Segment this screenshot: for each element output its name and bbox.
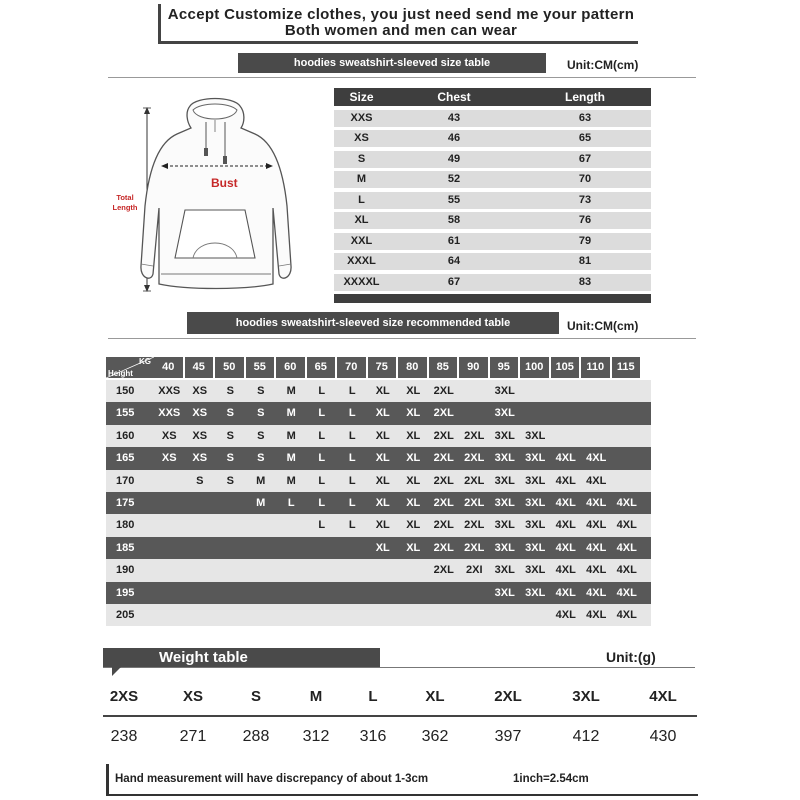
size-cell: L: [287, 496, 295, 509]
size-cell: 2XI: [465, 564, 483, 577]
size-cell: [337, 582, 368, 604]
size-cell: [215, 537, 246, 559]
size-table-row: [334, 130, 651, 147]
size-cell: 2XL: [433, 452, 454, 465]
size-cell: M: [256, 496, 266, 509]
size-cell: [307, 604, 338, 626]
weight-value: 397: [494, 728, 522, 745]
size-cell: 2XL: [433, 519, 454, 532]
size-cell: [612, 470, 643, 492]
size-cell: XL: [375, 541, 390, 554]
weight-table-divider: [103, 715, 697, 717]
size-cell: L: [318, 429, 326, 442]
size-cell: XS: [192, 429, 208, 442]
size-cell: [368, 559, 399, 581]
size-table-row: [334, 171, 651, 188]
size-cell: L: [318, 519, 326, 532]
size-cell: [154, 582, 185, 604]
size-cell: XS: [354, 132, 369, 144]
size-cell: XXL: [350, 234, 373, 247]
size-cell: [185, 582, 216, 604]
hoodie-diagram: [105, 88, 330, 298]
size-cell: L: [348, 519, 356, 532]
length-cell: 76: [578, 214, 592, 226]
divider: [108, 77, 696, 78]
chest-cell: 55: [447, 193, 461, 206]
size-cell: 4XL: [586, 608, 607, 621]
size-cell: [398, 604, 429, 626]
size-cell: S: [257, 385, 265, 397]
weight-size-label: 2XS: [109, 688, 139, 705]
chest-cell: 46: [447, 132, 461, 144]
size-cell: L: [348, 452, 356, 465]
size-table-row: [334, 151, 651, 168]
size-cell: 4XL: [555, 586, 576, 599]
weight-value: 412: [572, 728, 600, 745]
height-cell: 205: [116, 608, 135, 621]
footer-note-box: [106, 764, 698, 796]
size-cell: 2XL: [433, 541, 454, 554]
size-cell: [246, 537, 277, 559]
weight-column-header: 110: [581, 357, 610, 378]
chest-cell: 52: [447, 173, 461, 185]
corner-height-label: Height: [108, 369, 133, 378]
size-cell: [551, 402, 582, 424]
size-cell: [581, 380, 612, 402]
weight-column-header: 100: [520, 357, 549, 378]
size-cell: 3XL: [494, 452, 515, 465]
size-cell: XS: [192, 407, 208, 420]
size-cell: [185, 537, 216, 559]
length-cell: 65: [578, 132, 592, 144]
size-cell: [154, 514, 185, 536]
size-cell: [337, 604, 368, 626]
size-cell: [612, 380, 643, 402]
size-cell: [154, 537, 185, 559]
size-cell: 3XL: [525, 541, 546, 554]
weight-value: 271: [179, 728, 207, 745]
weight-value: 430: [649, 728, 677, 745]
size-cell: 2XL: [433, 496, 454, 509]
size-cell: [185, 492, 216, 514]
size-cell: [307, 537, 338, 559]
size-cell: 4XL: [555, 452, 576, 465]
corner-cell: [106, 357, 154, 378]
size-cell: 2XL: [464, 452, 485, 465]
height-cell: 170: [116, 474, 135, 487]
size-cell: XS: [161, 452, 177, 465]
size-table-row: [334, 110, 651, 127]
weight-size-label: L: [368, 688, 378, 705]
size-cell: [276, 537, 307, 559]
size-cell: S: [257, 452, 265, 465]
size-cell: S: [196, 474, 204, 487]
size-cell: XL: [406, 474, 421, 487]
divider: [103, 667, 695, 668]
weight-column-header: 95: [490, 357, 519, 378]
size-cell: XL: [406, 452, 421, 465]
height-cell: 160: [116, 429, 135, 442]
height-cell: 165: [116, 452, 135, 465]
weight-column-header: 80: [398, 357, 427, 378]
size-cell: XS: [192, 385, 208, 397]
size-cell: XL: [375, 452, 390, 465]
chest-cell: 64: [447, 255, 461, 267]
size-cell: [368, 582, 399, 604]
size-cell: [520, 380, 551, 402]
recommend-table-row: [106, 604, 651, 626]
size-cell: 2XL: [464, 496, 485, 509]
weight-value: 362: [421, 728, 449, 745]
size-cell: [429, 582, 460, 604]
column-header: Length: [565, 90, 605, 104]
banner-tab-decoration: [112, 667, 121, 676]
height-cell: 175: [116, 496, 135, 509]
size-cell: [398, 559, 429, 581]
size-cell: 3XL: [494, 586, 515, 599]
size-cell: 4XL: [586, 496, 607, 509]
size-cell: [551, 380, 582, 402]
size-cell: 2XL: [464, 474, 485, 487]
size-cell: [520, 604, 551, 626]
size-table-row: [334, 233, 651, 250]
size-cell: S: [257, 407, 265, 420]
size-cell: 3XL: [494, 496, 515, 509]
size-cell: 4XL: [586, 564, 607, 577]
size-cell: 2XL: [464, 541, 485, 554]
size-cell: S: [226, 452, 234, 465]
chest-cell: 58: [447, 214, 461, 226]
size-cell: 3XL: [525, 586, 546, 599]
recommend-table-row: [106, 492, 651, 514]
recommend-table-row: [106, 380, 651, 402]
recommend-table: [106, 357, 651, 626]
size-cell: 4XL: [616, 519, 637, 532]
size-cell: 3XL: [525, 474, 546, 487]
size-cell: [581, 425, 612, 447]
size-cell: XXXL: [347, 255, 376, 267]
size-cell: [459, 402, 490, 424]
size-cell: [307, 559, 338, 581]
recommend-table-row: [106, 582, 651, 604]
length-cell: 67: [578, 152, 592, 165]
chest-cell: 67: [447, 275, 461, 288]
size-cell: 4XL: [586, 519, 607, 532]
weight-column-header: 105: [551, 357, 580, 378]
size-table-unit: Unit:CM(cm): [567, 58, 639, 72]
size-cell: [185, 514, 216, 536]
size-cell: M: [286, 385, 296, 397]
weight-table-title: Weight table: [103, 648, 380, 668]
size-cell: XL: [375, 474, 390, 487]
size-cell: XL: [375, 496, 390, 509]
size-cell: [459, 604, 490, 626]
size-cell: XL: [406, 496, 421, 509]
corner-kg-label: KG: [139, 357, 151, 366]
size-cell: [612, 447, 643, 469]
size-cell: S: [226, 429, 234, 442]
size-cell: L: [318, 496, 326, 509]
length-cell: 81: [578, 255, 592, 267]
size-cell: L: [348, 385, 356, 397]
size-cell: XL: [406, 541, 421, 554]
header-line-1: Accept Customize clothes, you just need send me your pattern: [167, 6, 635, 23]
weight-column-header: 40: [154, 357, 183, 378]
size-cell: [185, 604, 216, 626]
size-table-row: [334, 274, 651, 291]
size-cell: XL: [375, 407, 390, 420]
total-length-label: Total Length: [112, 193, 138, 212]
size-cell: [276, 514, 307, 536]
size-cell: [246, 514, 277, 536]
size-cell: L: [348, 496, 356, 509]
size-cell: [246, 604, 277, 626]
size-cell: L: [318, 474, 326, 487]
height-cell: 190: [116, 564, 135, 577]
weight-value: 316: [359, 728, 387, 745]
recommend-table-row: [106, 425, 651, 447]
size-cell: [154, 604, 185, 626]
weight-column-header: 70: [337, 357, 366, 378]
size-cell: L: [318, 385, 326, 397]
size-cell: [612, 425, 643, 447]
weight-column-header: 75: [368, 357, 397, 378]
size-cell: [520, 402, 551, 424]
size-cell: S: [257, 429, 265, 442]
size-cell: [337, 537, 368, 559]
size-table-title: hoodies sweatshirt-sleeved size table: [238, 53, 546, 73]
size-cell: 3XL: [494, 519, 515, 532]
size-cell: 4XL: [586, 541, 607, 554]
size-cell: 3XL: [494, 429, 515, 442]
weight-size-label: 2XL: [494, 688, 522, 705]
size-cell: 4XL: [586, 474, 607, 487]
weight-size-label: 3XL: [572, 688, 600, 705]
length-cell: 63: [578, 111, 592, 124]
size-cell: 4XL: [555, 564, 576, 577]
size-cell: [276, 582, 307, 604]
size-cell: XXS: [350, 111, 373, 124]
size-cell: S: [226, 474, 234, 487]
size-cell: 3XL: [525, 496, 546, 509]
bust-label: Bust: [211, 176, 238, 190]
size-cell: 3XL: [494, 541, 515, 554]
recommend-table-row: [106, 559, 651, 581]
size-cell: XL: [406, 385, 421, 397]
weight-size-label: S: [250, 688, 261, 705]
weight-size-label: XL: [425, 688, 445, 705]
measurement-note: Hand measurement will have discrepancy of about 1-3cm: [115, 773, 429, 785]
size-cell: 3XL: [494, 564, 515, 577]
recommend-table-row: [106, 402, 651, 424]
size-cell: 2XL: [433, 385, 454, 397]
size-cell: [185, 559, 216, 581]
size-cell: 2XL: [433, 429, 454, 442]
column-header: Size: [349, 90, 374, 104]
size-cell: XL: [406, 519, 421, 532]
size-cell: [215, 492, 246, 514]
height-cell: 195: [116, 586, 135, 599]
size-cell: [307, 582, 338, 604]
weight-size-label: XS: [182, 688, 203, 705]
height-cell: 180: [116, 519, 135, 532]
size-cell: 4XL: [616, 608, 637, 621]
size-cell: 3XL: [494, 474, 515, 487]
weight-column-header: 65: [307, 357, 336, 378]
height-cell: 185: [116, 541, 135, 554]
size-cell: [215, 559, 246, 581]
size-cell: [246, 559, 277, 581]
size-table: [334, 88, 651, 303]
size-cell: XL: [406, 429, 421, 442]
size-cell: 4XL: [586, 452, 607, 465]
weight-value: 312: [302, 728, 330, 745]
size-cell: S: [226, 385, 234, 397]
size-cell: [215, 582, 246, 604]
size-cell: [581, 402, 612, 424]
recommend-table-title: hoodies sweatshirt-sleeved size recommended table: [187, 312, 559, 334]
size-cell: L: [348, 407, 356, 420]
size-cell: 2XL: [433, 474, 454, 487]
size-cell: [459, 582, 490, 604]
chest-cell: 49: [447, 152, 461, 165]
size-cell: [368, 604, 399, 626]
size-cell: XS: [161, 429, 177, 442]
size-cell: [612, 402, 643, 424]
size-cell: M: [286, 429, 296, 442]
recommend-table-row: [106, 447, 651, 469]
size-cell: XXS: [158, 385, 181, 397]
size-cell: 2XL: [464, 429, 485, 442]
weight-column-header: 50: [215, 357, 244, 378]
size-cell: 3XL: [525, 429, 546, 442]
height-cell: 150: [116, 385, 135, 397]
size-cell: 2XL: [433, 407, 454, 420]
size-cell: 4XL: [616, 496, 637, 509]
size-cell: [551, 425, 582, 447]
size-cell: S: [357, 152, 366, 165]
recommend-table-row: [106, 470, 651, 492]
size-cell: 4XL: [555, 474, 576, 487]
size-cell: L: [318, 452, 326, 465]
size-cell: 3XL: [525, 452, 546, 465]
size-cell: 2XL: [433, 564, 454, 577]
length-cell: 73: [578, 193, 592, 206]
size-cell: 4XL: [555, 541, 576, 554]
height-cell: 155: [116, 407, 135, 420]
size-cell: XL: [375, 385, 390, 397]
size-cell: 3XL: [494, 407, 515, 420]
size-cell: XL: [375, 429, 390, 442]
size-cell: [154, 470, 185, 492]
size-cell: XXXXL: [343, 275, 380, 288]
size-cell: [429, 604, 460, 626]
length-cell: 79: [578, 234, 592, 247]
weight-column-header: 90: [459, 357, 488, 378]
size-cell: 2XL: [464, 519, 485, 532]
size-cell: [215, 604, 246, 626]
size-cell: M: [256, 474, 266, 487]
weight-column-header: 55: [246, 357, 275, 378]
size-cell: XS: [192, 452, 208, 465]
column-header: Chest: [437, 90, 471, 104]
size-table-row: [334, 192, 651, 209]
size-cell: M: [286, 474, 296, 487]
header-banner: [158, 4, 638, 44]
size-cell: [276, 559, 307, 581]
size-cell: 3XL: [525, 519, 546, 532]
size-cell: 4XL: [555, 608, 576, 621]
weight-size-label: 4XL: [649, 688, 677, 705]
size-cell: [398, 582, 429, 604]
weight-column-header: 85: [429, 357, 458, 378]
size-cell: L: [318, 407, 326, 420]
size-cell: L: [348, 429, 356, 442]
size-cell: [246, 582, 277, 604]
recommend-table-header: [106, 357, 651, 378]
inch-conversion: 1inch=2.54cm: [513, 773, 589, 785]
size-cell: XXS: [158, 407, 181, 420]
size-cell: L: [348, 474, 356, 487]
size-cell: S: [226, 407, 234, 420]
size-cell: 4XL: [616, 541, 637, 554]
recommend-table-row: [106, 537, 651, 559]
size-cell: M: [286, 407, 296, 420]
size-cell: [154, 492, 185, 514]
size-cell: 4XL: [616, 586, 637, 599]
weight-size-label: M: [309, 688, 323, 705]
size-cell: 4XL: [586, 586, 607, 599]
size-cell: [215, 514, 246, 536]
weight-value: 238: [110, 728, 138, 745]
weight-column-header: 115: [612, 357, 641, 378]
size-table-header: [334, 88, 651, 106]
weight-column-header: 60: [276, 357, 305, 378]
size-cell: XL: [354, 214, 369, 226]
size-cell: [154, 559, 185, 581]
size-table-row: [334, 212, 651, 229]
size-cell: 3XL: [494, 385, 515, 397]
size-cell: XL: [375, 519, 390, 532]
size-cell: 3XL: [525, 564, 546, 577]
size-cell: 4XL: [555, 519, 576, 532]
size-table-footer-bar: [334, 294, 651, 303]
length-cell: 70: [578, 173, 592, 185]
weight-table-unit: Unit:(g): [606, 649, 656, 665]
chest-cell: 61: [447, 234, 461, 247]
divider: [108, 338, 696, 339]
size-cell: M: [286, 452, 296, 465]
size-table-row: [334, 253, 651, 270]
size-cell: [337, 559, 368, 581]
size-cell: L: [358, 193, 365, 206]
weight-column-header: 45: [185, 357, 214, 378]
weight-value: 288: [242, 728, 270, 745]
size-cell: XL: [406, 407, 421, 420]
chest-cell: 43: [447, 111, 461, 124]
recommend-table-unit: Unit:CM(cm): [567, 319, 639, 333]
size-cell: [459, 380, 490, 402]
size-cell: 4XL: [555, 496, 576, 509]
size-cell: [276, 604, 307, 626]
header-line-2: Both women and men can wear: [284, 22, 518, 39]
size-cell: 4XL: [616, 564, 637, 577]
size-cell: M: [356, 173, 367, 185]
length-cell: 83: [578, 275, 592, 288]
size-cell: [490, 604, 521, 626]
recommend-table-row: [106, 514, 651, 536]
